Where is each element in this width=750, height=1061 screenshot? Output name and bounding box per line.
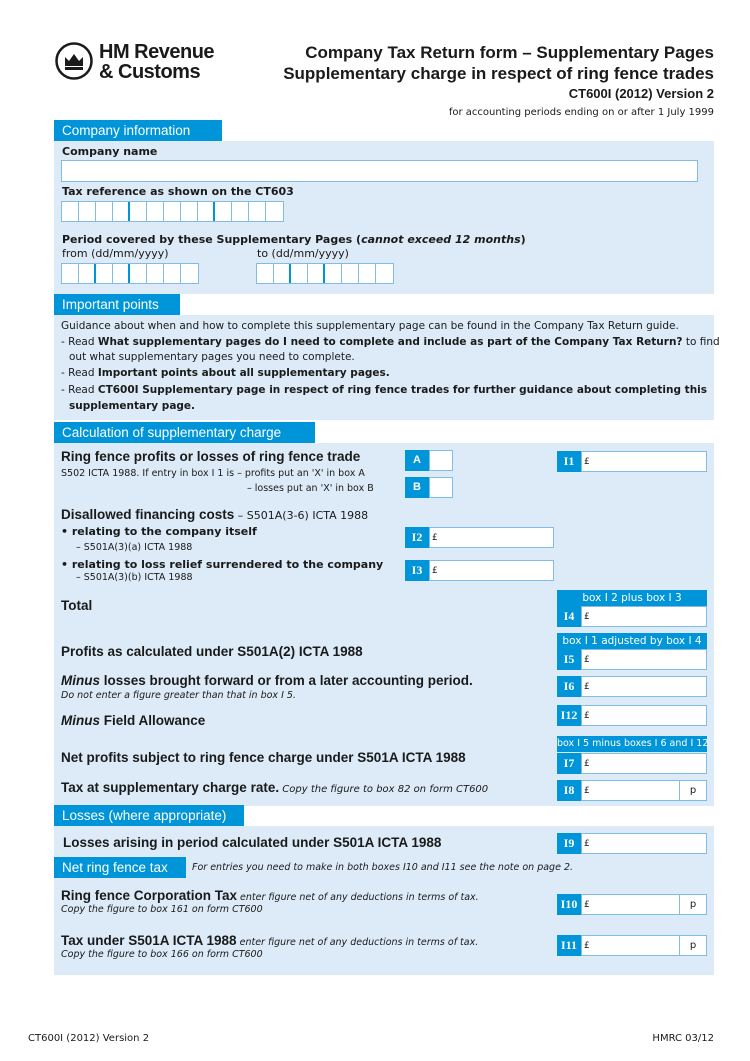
box-i8-input[interactable]: £ p <box>581 780 707 801</box>
net-ring-fence-note: For entries you need to make in both boxes I10 and I11 see the note on page 2. <box>192 862 574 873</box>
company-info-heading: Company information <box>54 120 222 141</box>
box-tag-i5: I5 <box>557 649 581 670</box>
tax-ref-label: Tax reference as shown on the CT603 <box>62 185 294 198</box>
box-i6-input[interactable]: £ <box>581 676 707 697</box>
guide-bullet-3-cont: supplementary page. <box>69 400 196 412</box>
s501a-tax-label: Tax under S501A ICTA 1988 enter figure net of any deductions in terms of tax. <box>61 933 479 948</box>
box-i3-input[interactable]: £ <box>429 560 554 581</box>
ring-fence-title: Ring fence profits or losses of ring fence trade <box>61 449 361 464</box>
guide-bullet-1: - Read What supplementary pages do I need to complete and include as part of the Company Tax Return? to find <box>61 336 720 348</box>
guide-bullet-1-cont: out what supplementary pages you need to complete. <box>69 351 355 363</box>
box-tag-i11: I11 <box>557 935 581 956</box>
logo-line-1: HM Revenue <box>99 41 215 63</box>
box-tag-i8: I8 <box>557 780 581 801</box>
relating-loss-ref: – S501A(3)(b) ICTA 1988 <box>76 572 193 583</box>
logo-line-2: & Customs <box>99 61 201 83</box>
relating-company-ref: – S501A(3)(a) ICTA 1988 <box>76 542 193 553</box>
box-b[interactable]: B <box>405 477 453 498</box>
box-tag-i2: I2 <box>405 527 429 548</box>
losses-heading: Losses (where appropriate) <box>54 805 244 826</box>
form-title-line-1: Company Tax Return form – Supplementary Pages <box>305 43 714 62</box>
box-i9-input[interactable]: £ <box>581 833 707 854</box>
period-from-input[interactable] <box>61 263 199 284</box>
crown-crest-icon <box>55 42 93 80</box>
net-profits-label: Net profits subject to ring fence charge under S501A ICTA 1988 <box>61 750 466 765</box>
relating-loss-label: • relating to loss relief surrendered to the company <box>61 558 384 571</box>
ring-fence-note-1: S502 ICTA 1988. If entry in box I 1 is – profits put an 'X' in box A <box>61 468 365 479</box>
box-i2-input[interactable]: £ <box>429 527 554 548</box>
from-label: from (dd/mm/yyyy) <box>62 247 169 260</box>
losses-arising-label: Losses arising in period calculated under S501A ICTA 1988 <box>63 835 442 850</box>
box-a[interactable]: A <box>405 450 453 471</box>
box-i7-input[interactable]: £ <box>581 753 707 774</box>
net-profits-caption: box I 5 minus boxes I 6 and I 12 <box>557 736 707 752</box>
box-i1-input[interactable]: £ <box>581 451 707 472</box>
footer-hmrc-ref: HMRC 03/12 <box>652 1033 714 1044</box>
ring-fence-note-2: – losses put an 'X' in box B <box>247 483 374 494</box>
box-tag-i3: I3 <box>405 560 429 581</box>
box-tag-i7: I7 <box>557 753 581 774</box>
box-i11-input[interactable]: £ p <box>581 935 707 956</box>
guide-bullet-3: - Read CT600I Supplementary page in respect of ring fence trades for further guidance about completing this <box>61 384 708 396</box>
corp-tax-copy-note: Copy the figure to box 161 on form CT600 <box>61 904 263 915</box>
footer-form-ref: CT600I (2012) Version 2 <box>28 1033 150 1044</box>
applies-note: for accounting periods ending on or after 1 July 1999 <box>448 107 714 118</box>
box-tag-i1: I1 <box>557 451 581 472</box>
box-tag-i12: I12 <box>557 705 581 726</box>
total-label: Total <box>61 598 93 613</box>
corp-tax-label: Ring fence Corporation Tax enter figure net of any deductions in terms of tax. <box>61 888 479 903</box>
pence-column: p <box>679 781 706 800</box>
minus-field-label: Minus Field Allowance <box>61 713 206 728</box>
profits-caption: box I 1 adjusted by box I 4 <box>557 633 707 649</box>
tax-rate-label: Tax at supplementary charge rate. Copy the figure to box 82 on form CT600 <box>61 780 489 795</box>
form-reference: CT600I (2012) Version 2 <box>568 86 714 101</box>
to-label: to (dd/mm/yyyy) <box>257 247 349 260</box>
important-points-heading: Important points <box>54 294 180 315</box>
s501a-copy-note: Copy the figure to box 166 on form CT600 <box>61 949 263 960</box>
profits-calc-label: Profits as calculated under S501A(2) ICTA 1988 <box>61 644 363 659</box>
box-tag-i4: I4 <box>557 606 581 627</box>
box-tag-i6: I6 <box>557 676 581 697</box>
calculation-heading: Calculation of supplementary charge <box>54 422 315 443</box>
net-ring-fence-heading: Net ring fence tax <box>54 857 186 878</box>
relating-company-label: • relating to the company itself <box>61 525 257 538</box>
pence-column: p <box>679 895 706 914</box>
guide-bullet-2: - Read Important points about all supplementary pages. <box>61 367 390 379</box>
box-i10-input[interactable]: £ p <box>581 894 707 915</box>
total-caption: box I 2 plus box I 3 <box>557 590 707 606</box>
period-label: Period covered by these Supplementary Pages (cannot exceed 12 months) <box>62 233 526 246</box>
period-to-input[interactable] <box>256 263 394 284</box>
box-tag-i10: I10 <box>557 894 581 915</box>
minus-losses-note: Do not enter a figure greater than that in box I 5. <box>61 690 296 701</box>
guide-intro: Guidance about when and how to complete this supplementary page can be found in the Company Tax Return guide. <box>61 320 679 332</box>
tax-ref-input[interactable] <box>61 201 284 222</box>
company-name-label: Company name <box>62 145 158 158</box>
box-i12-input[interactable]: £ <box>581 705 707 726</box>
company-name-input[interactable] <box>61 160 698 182</box>
box-i5-input[interactable]: £ <box>581 649 707 670</box>
hmrc-logo <box>55 42 225 82</box>
box-tag-i9: I9 <box>557 833 581 854</box>
minus-losses-label: Minus losses brought forward or from a later accounting period. <box>61 673 473 688</box>
form-title-line-2: Supplementary charge in respect of ring fence trades <box>283 64 714 83</box>
disallowed-title: Disallowed financing costs – S501A(3-6) ICTA 1988 <box>61 507 369 522</box>
box-i4-input[interactable]: £ <box>581 606 707 627</box>
pence-column: p <box>679 936 706 955</box>
